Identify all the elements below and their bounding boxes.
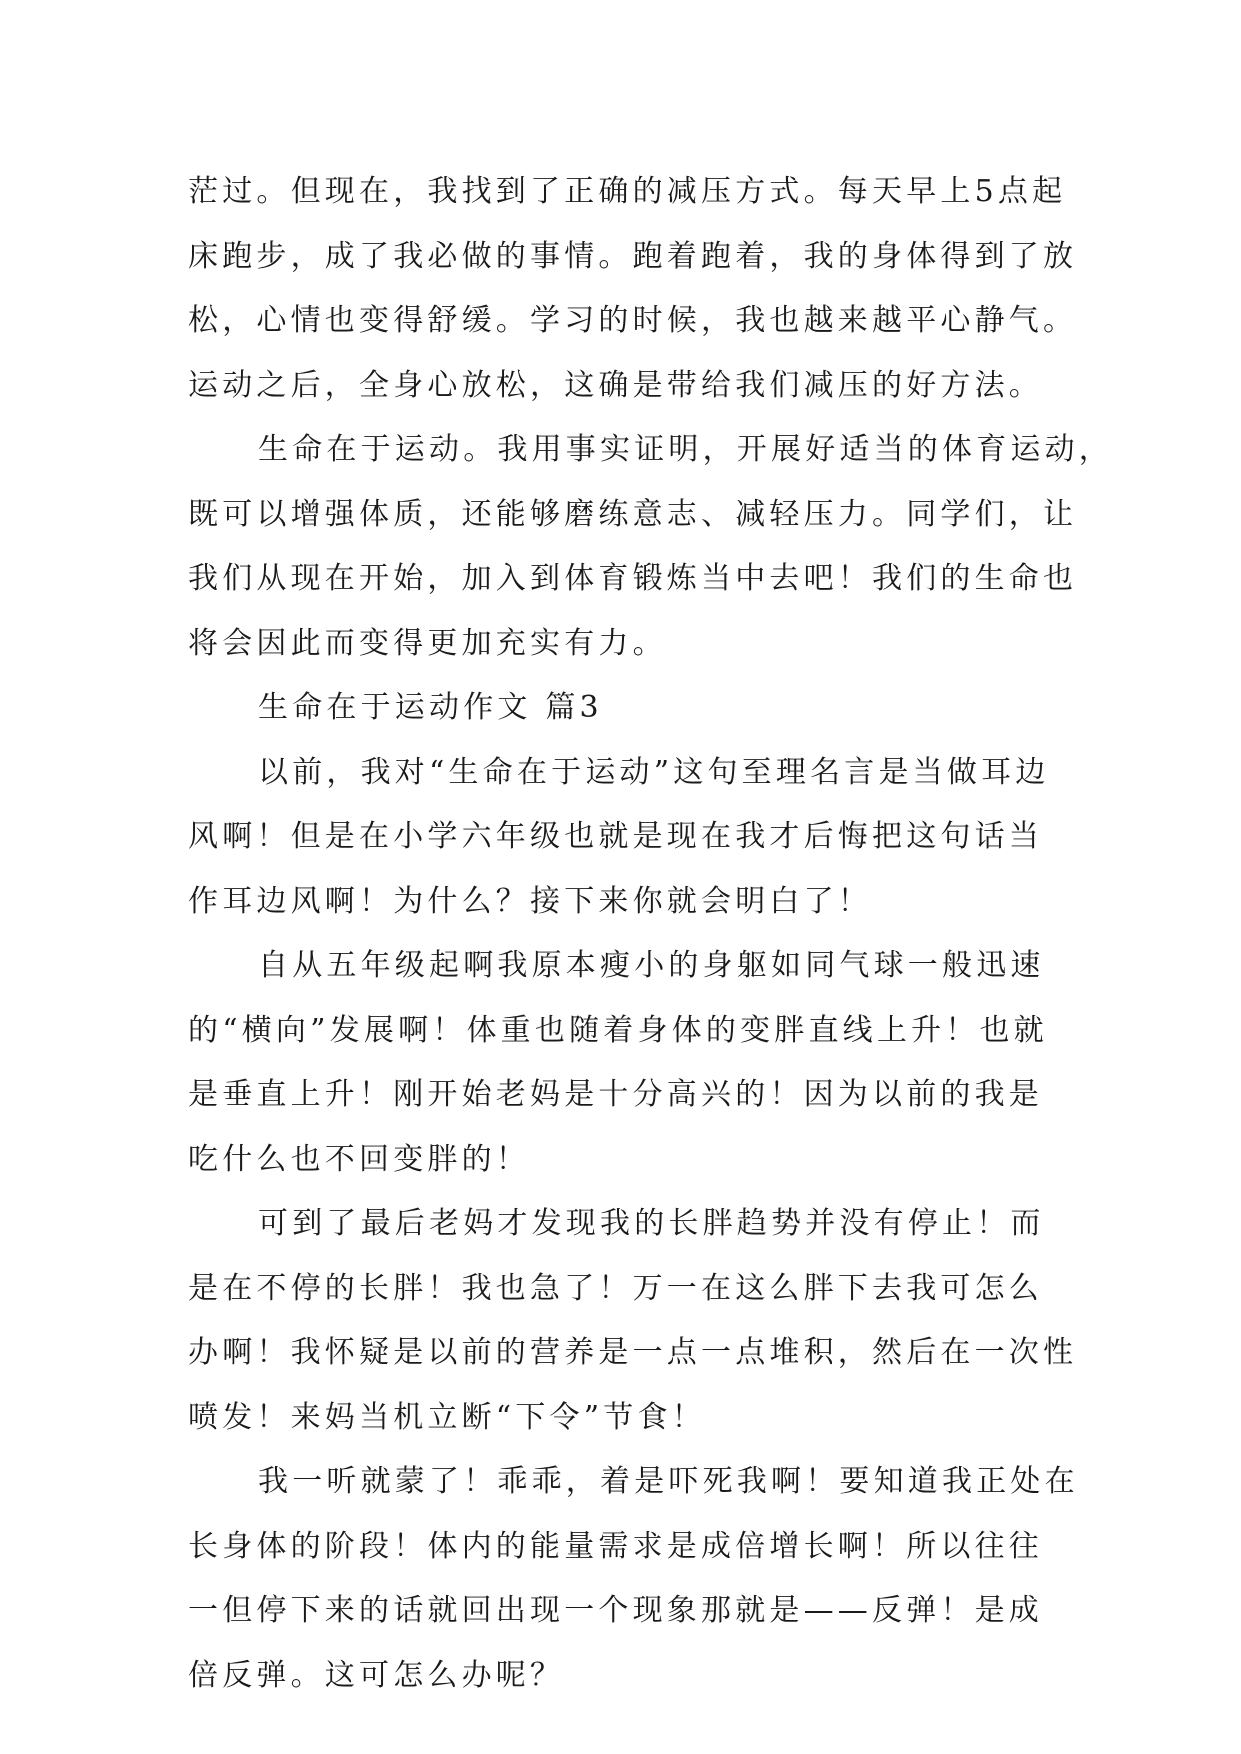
text-line: 风啊！但是在小学六年级也就是现在我才后悔把这句话当	[188, 819, 1043, 854]
text-line: 倍反弹。这可怎么办呢？	[188, 1657, 565, 1693]
text-line: 作耳边风啊！为什么？接下来你就会明白了！	[188, 883, 872, 919]
text-line: 床跑步，成了我必做的事情。跑着跑着，我的身体得到了放	[188, 238, 1078, 274]
text-line: 是垂直上升！刚开始老妈是十分高兴的！因为以前的我是	[188, 1077, 1043, 1112]
text-line: 既可以增强体质，还能够磨练意志、减轻压力。同学们，让	[188, 496, 1078, 532]
text-line: 我们从现在开始，加入到体育锻炼当中去吧！我们的生命也	[188, 561, 1078, 596]
essay-body	[188, 160, 1113, 1708]
text-line: 喷发！来妈当机立断“下令”节食！	[188, 1399, 706, 1435]
text-line: 吃什么也不回变胖的！	[188, 1141, 530, 1177]
text-line: 是在不停的长胖！我也急了！万一在这么胖下去我可怎么	[188, 1270, 1043, 1306]
text-line: 可到了最后老妈才发现我的长胖趋势并没有停止！而	[258, 1206, 1045, 1241]
text-line: 一但停下来的话就回出现一个现象那就是——反弹！是成	[188, 1593, 1043, 1628]
text-line: 的“横向”发展啊！体重也随着身体的变胖直线上升！也就	[188, 1012, 1048, 1048]
text-line: 办啊！我怀疑是以前的营养是一点一点堆积，然后在一次性	[188, 1335, 1078, 1370]
text-line: 运动之后，全身心放松，这确是带给我们减压的好方法。	[188, 367, 1043, 403]
text-line: 茫过。但现在，我找到了正确的减压方式。每天早上5点起	[188, 174, 1067, 209]
text-line: 长身体的阶段！体内的能量需求是成倍增长啊！所以往往	[188, 1528, 1043, 1564]
text-line: 松，心情也变得舒缓。学习的时候，我也越来越平心静气。	[188, 303, 1078, 338]
text-line: 我一听就蒙了！乖乖，着是吓死我啊！要知道我正处在	[258, 1464, 1079, 1499]
text-line: 生命在于运动作文 篇3	[258, 690, 603, 725]
text-line: 以前，我对“生命在于运动”这句至理名言是当做耳边	[258, 754, 1050, 790]
text-line: 自从五年级起啊我原本瘦小的身躯如同气球一般迅速	[258, 948, 1045, 983]
text-line: 生命在于运动。我用事实证明，开展好适当的体育运动，	[258, 432, 1113, 467]
text-line: 将会因此而变得更加充实有力。	[188, 625, 667, 661]
